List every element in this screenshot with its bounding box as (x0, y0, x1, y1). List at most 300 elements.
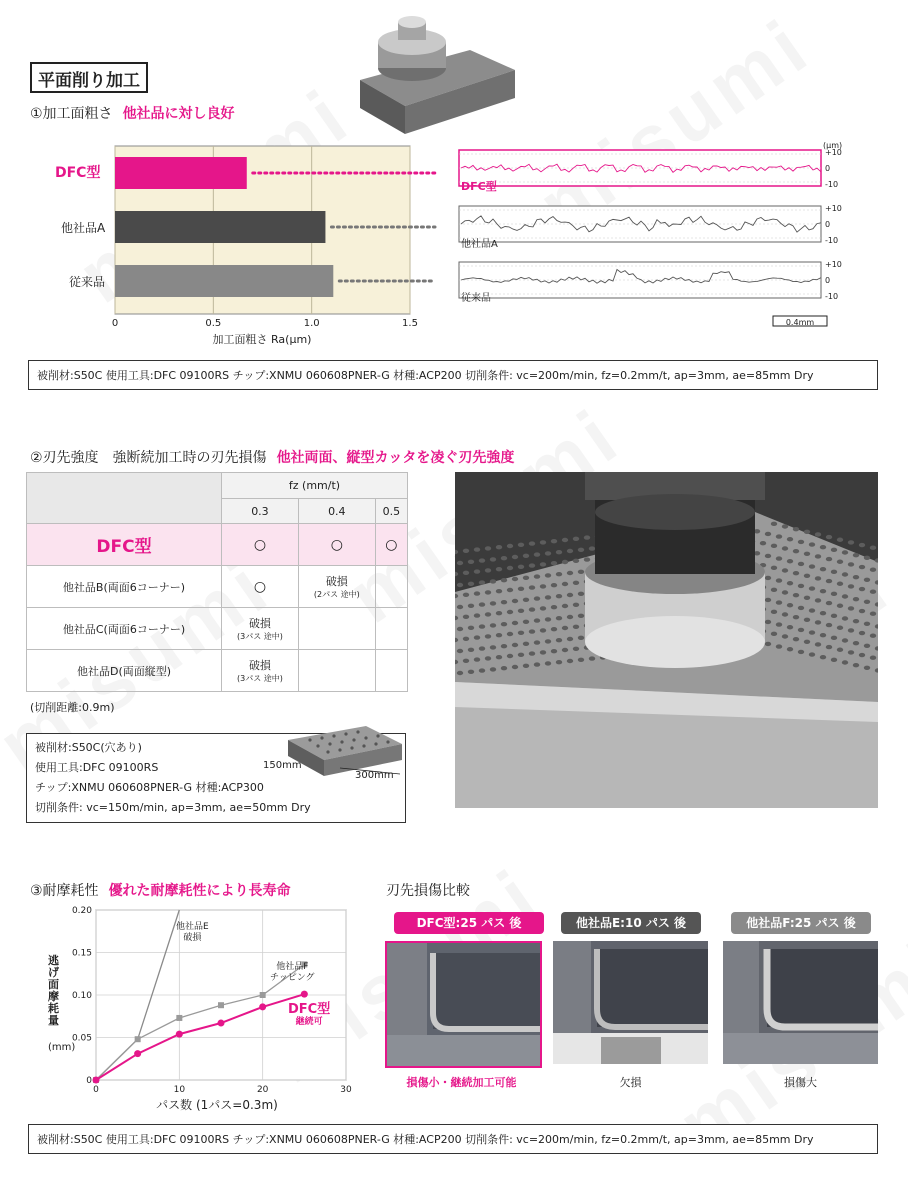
workpiece-hole (529, 607, 535, 611)
workpiece-hole (765, 532, 771, 536)
workpiece-hole (457, 605, 463, 609)
cell-note: (3パス 途中) (237, 674, 283, 683)
workpiece-hole (584, 535, 590, 539)
workpiece-hole (496, 633, 502, 637)
profile-tick: +10 (825, 204, 842, 213)
workpiece-hole (485, 634, 491, 638)
y-tick-label: 0.05 (71, 1033, 92, 1044)
workpiece-hole (562, 604, 568, 608)
workpiece-hole (562, 648, 568, 652)
workpiece-hole (573, 647, 579, 651)
workpiece-hole (485, 656, 491, 660)
workpiece-hole (534, 618, 540, 622)
workpiece-hole (815, 532, 821, 536)
cell (298, 608, 375, 650)
workpiece-hole (578, 658, 584, 662)
workpiece-hole (842, 572, 848, 576)
workpiece-hole (842, 660, 848, 664)
workpiece-hole (523, 642, 529, 646)
cell-result: 破損 (248, 617, 271, 630)
workpiece-hole (567, 549, 573, 553)
data-point (260, 992, 266, 998)
workpiece-hole (782, 612, 788, 616)
workpiece-hole (859, 609, 865, 613)
workpiece-hole (837, 560, 843, 564)
workpiece-hole (820, 545, 826, 549)
data-point (218, 1020, 225, 1027)
workpiece-hole (859, 587, 865, 591)
workpiece-hole (573, 581, 579, 585)
workpiece-hole (485, 546, 491, 550)
profile-tick: +10 (825, 260, 842, 269)
workpiece-hole (501, 622, 507, 626)
profile-label: DFC型 (461, 180, 497, 193)
workpiece-hole (837, 582, 843, 586)
workpiece-hole (496, 589, 502, 593)
workpiece-hole (474, 657, 480, 661)
workpiece-hole (545, 595, 551, 599)
workpiece-hole (848, 584, 854, 588)
workpiece-hole (859, 565, 865, 569)
workpiece-hole (490, 623, 496, 627)
workpiece-hole (512, 621, 518, 625)
x-axis-label: 加工面粗さ Ra(μm) (212, 333, 312, 346)
data-point (218, 1002, 224, 1008)
workpiece-hole (474, 547, 480, 551)
workpiece-hole (474, 591, 480, 595)
workpiece-hole (864, 666, 870, 670)
workpiece-hole (567, 571, 573, 575)
workpiece-hole (507, 632, 513, 636)
workpiece-hole (793, 615, 799, 619)
workpiece-hole (848, 540, 854, 544)
workpiece-hole (771, 522, 777, 526)
workpiece-hole (826, 601, 832, 605)
workpiece-hole (820, 589, 826, 593)
workpiece-hole (589, 656, 595, 660)
workpiece-hole (479, 558, 485, 562)
feed-header: fz (mm/t) (222, 473, 408, 499)
workpiece-hole (457, 671, 463, 675)
workpiece-hole (545, 573, 551, 577)
workpiece-hole (529, 629, 535, 633)
workpiece-hole (540, 606, 546, 610)
workpiece-hole (837, 626, 843, 630)
section2-subtitle (30, 447, 514, 467)
workpiece-hole (518, 587, 524, 591)
edge-photo (385, 941, 542, 1068)
workpiece-hole (578, 548, 584, 552)
data-point (134, 1050, 141, 1057)
x-tick-label: 1.5 (402, 318, 418, 329)
x-tick-label: 1.0 (303, 318, 320, 329)
workpiece-hole (479, 668, 485, 672)
workpiece-hole (787, 625, 793, 629)
workpiece-hole (826, 579, 832, 583)
workpiece-hole (573, 625, 579, 629)
cell (375, 524, 407, 566)
cell-result: ○ (385, 536, 398, 553)
workpiece-hole (864, 600, 870, 604)
workpiece-hole (765, 642, 771, 646)
cell (222, 650, 299, 692)
workpiece-hole (551, 583, 557, 587)
data-point (176, 1031, 183, 1038)
workpiece-hole (518, 565, 524, 569)
cutting-distance: (切削距離:0.9m) (30, 701, 115, 714)
feed-2: 0.5 (375, 499, 407, 524)
workpiece-hole (518, 609, 524, 613)
workpiece-hole (782, 524, 788, 528)
conditions-box: 被削材:S50C 使用工具:DFC 09100RS チップ:XNMU 060608PNER-G 材種:ACP200 切削条件: vc=200m/min, fz=0.2mm/t, ap=3mm, ae=85mm Dry (28, 1124, 878, 1154)
workpiece-hole (826, 535, 832, 539)
workpiece-hole (518, 543, 524, 547)
workpiece-hole (776, 622, 782, 626)
workpiece-hole (501, 578, 507, 582)
condition-line: 切削条件: vc=150m/min, ap=3mm, ae=50mm Dry (35, 801, 311, 814)
workpiece-hole (853, 663, 859, 667)
workpiece-hole (485, 612, 491, 616)
workpiece-hole (782, 546, 788, 550)
workpiece-hole (782, 568, 788, 572)
workpiece-hole (496, 567, 502, 571)
profile-tick: -10 (825, 236, 839, 245)
workpiece-hole (842, 616, 848, 620)
header-blank (27, 473, 222, 524)
workpiece-hole (490, 579, 496, 583)
cell (298, 524, 375, 566)
workpiece-hole (479, 580, 485, 584)
workpiece-hole (474, 569, 480, 573)
workpiece-hole (562, 626, 568, 630)
profile-tick: -10 (825, 292, 839, 301)
series-annotation (288, 1003, 330, 1029)
workpiece-hole (804, 574, 810, 578)
workpiece-hole (798, 606, 804, 610)
cell-result: 破損 (325, 575, 348, 588)
workpiece-hole (853, 575, 859, 579)
workpiece-hole (512, 577, 518, 581)
cell (222, 608, 299, 650)
workpiece-hole (540, 584, 546, 588)
workpiece-hole (578, 636, 584, 640)
workpiece-hole (529, 563, 535, 567)
workpiece-hole (809, 608, 815, 612)
workpiece-hole (820, 655, 826, 659)
panel-label: 他社品E:10 パス 後 (561, 912, 701, 934)
subtitle-text: ③耐摩耗性 (30, 883, 99, 899)
y-tick-label: 0.10 (71, 991, 92, 1001)
workpiece-hole (545, 551, 551, 555)
feed-1: 0.4 (298, 499, 375, 524)
y-tick-label: 0.15 (71, 948, 92, 959)
workpiece-hole (463, 571, 469, 575)
workpiece-hole (798, 562, 804, 566)
workpiece-hole (468, 582, 474, 586)
workpiece-hole (782, 590, 788, 594)
cell (298, 650, 375, 692)
workpiece-hole (501, 666, 507, 670)
dimension-width: 150mm (263, 760, 302, 771)
workpiece-hole (463, 637, 469, 641)
cell (298, 566, 375, 608)
workpiece-hole (831, 548, 837, 552)
scale-label: 0.4mm (785, 318, 815, 327)
series-annotation (270, 962, 315, 984)
workpiece-hole (820, 611, 826, 615)
workpiece-hole (540, 650, 546, 654)
workpiece-hole (864, 644, 870, 648)
subtitle-highlight: 優れた耐摩耗性により長寿命 (108, 883, 291, 899)
workpiece-hole (820, 567, 826, 571)
compare-title: 刃先損傷比較 (386, 883, 470, 899)
workpiece-hole (567, 637, 573, 641)
x-tick-label: 30 (340, 1085, 352, 1095)
series-note: 破損 (183, 933, 202, 943)
x-tick-label: 0.5 (205, 318, 222, 329)
data-point (259, 1003, 266, 1010)
workpiece-hole (485, 568, 491, 572)
row-name: 他社品B(両面6コーナー) (27, 566, 222, 608)
cell-note: (3パス 途中) (237, 632, 283, 641)
workpiece-hole (512, 555, 518, 559)
workpiece-hole (765, 554, 771, 558)
workpiece-hole (534, 552, 540, 556)
conditions-box: 被削材:S50C 使用工具:DFC 09100RS チップ:XNMU 060608PNER-G 材種:ACP200 切削条件: vc=200m/min, fz=0.2mm/t, ap=3mm, ae=85mm Dry (28, 360, 878, 390)
workpiece-hole (551, 649, 557, 653)
workpiece-hole (523, 598, 529, 602)
workpiece-hole (468, 626, 474, 630)
workpiece-hole (501, 644, 507, 648)
workpiece-hole (831, 636, 837, 640)
profile-tick: -10 (825, 180, 839, 189)
workpiece-hole (479, 602, 485, 606)
cell (375, 650, 407, 692)
workpiece-hole (831, 570, 837, 574)
workpiece-hole (798, 650, 804, 654)
workpiece-hole (765, 620, 771, 624)
workpiece-hole (540, 540, 546, 544)
machining-photo (455, 472, 878, 808)
category-label: 従来品 (69, 275, 106, 289)
workpiece-hole (507, 610, 513, 614)
workpiece-hole (540, 562, 546, 566)
workpiece-hole (518, 653, 524, 657)
profile-unit: (μm) (823, 141, 843, 150)
workpiece-hole (468, 670, 474, 674)
data-point (135, 1036, 141, 1042)
workpiece-hole (793, 527, 799, 531)
workpiece-hole (798, 628, 804, 632)
workpiece-hole (518, 631, 524, 635)
workpiece-hole (787, 647, 793, 651)
workpiece-hole (501, 556, 507, 560)
profile-label: 他社品A (461, 239, 498, 250)
workpiece-hole (578, 570, 584, 574)
workpiece-hole (804, 552, 810, 556)
workpiece-hole (551, 627, 557, 631)
data-point (176, 1015, 182, 1021)
workpiece-hole (831, 658, 837, 662)
workpiece-hole (512, 643, 518, 647)
workpiece-hole (826, 557, 832, 561)
x-tick-label: 0 (111, 318, 119, 329)
series-note: 継続可 (295, 1017, 323, 1027)
workpiece-hole (490, 645, 496, 649)
workpiece-hole (771, 588, 777, 592)
workpiece-hole (534, 640, 540, 644)
workpiece-hole (815, 554, 821, 558)
workpiece-hole (765, 576, 771, 580)
workpiece-hole (760, 541, 766, 545)
workpiece-hole (864, 556, 870, 560)
workpiece-hole (463, 659, 469, 663)
workpiece-hole (853, 619, 859, 623)
workpiece-hole (507, 654, 513, 658)
bar (115, 211, 325, 243)
workpiece-hole (468, 648, 474, 652)
y-axis-unit: (mm) (48, 1042, 76, 1053)
row-name: 他社品D(両面縦型) (27, 650, 222, 692)
workpiece-hole (765, 598, 771, 602)
workpiece-hole (831, 614, 837, 618)
strength-table (26, 472, 408, 692)
workpiece-hole (804, 618, 810, 622)
workpiece-hole (848, 562, 854, 566)
workpiece-hole (870, 590, 876, 594)
workpiece-hole (457, 561, 463, 565)
workpiece-hole (534, 574, 540, 578)
workpiece-hole (485, 590, 491, 594)
workpiece-hole (556, 616, 562, 620)
workpiece-hole (529, 585, 535, 589)
subtitle-highlight: 他社品に対し良好 (122, 106, 235, 122)
x-tick-label: 10 (173, 1085, 186, 1095)
workpiece-hole (870, 612, 876, 616)
cell-result: 破損 (248, 659, 271, 672)
panel-caption: 損傷小・継続加工可能 (406, 1076, 517, 1089)
workpiece-hole (545, 639, 551, 643)
workpiece-hole (859, 653, 865, 657)
workpiece-hole (573, 537, 579, 541)
workpiece-hole (776, 600, 782, 604)
cell-result: ○ (330, 536, 343, 553)
workpiece-hole (870, 546, 876, 550)
x-tick-label: 0 (93, 1085, 99, 1095)
workpiece-hole (859, 543, 865, 547)
workpiece-hole (853, 553, 859, 557)
condition-line: 使用工具:DFC 09100RS (35, 761, 159, 774)
workpiece-hole (859, 631, 865, 635)
workpiece-hole (804, 640, 810, 644)
workpiece-hole (507, 566, 513, 570)
workpiece-hole (787, 603, 793, 607)
workpiece-hole (523, 554, 529, 558)
workpiece-hole (578, 592, 584, 596)
workpiece-hole (556, 594, 562, 598)
workpiece-hole (776, 556, 782, 560)
workpiece-hole (463, 549, 469, 553)
data-point (301, 991, 308, 998)
workpiece-hole (573, 559, 579, 563)
workpiece-hole (837, 604, 843, 608)
workpiece-hole (815, 620, 821, 624)
x-axis-label: パス数 (1パス=0.3m) (156, 1098, 278, 1112)
workpiece-hole (826, 645, 832, 649)
workpiece-hole (864, 578, 870, 582)
workpiece-hole (545, 617, 551, 621)
workpiece-hole (551, 605, 557, 609)
bar (115, 265, 333, 297)
workpiece-hole (540, 628, 546, 632)
workpiece-hole (474, 635, 480, 639)
row-name: DFC型 (27, 524, 222, 566)
workpiece-hole (534, 596, 540, 600)
subtitle-highlight: 他社両面、縦型カッタを凌ぐ刃先強度 (276, 450, 515, 466)
workpiece-hole (820, 633, 826, 637)
workpiece-hole (870, 634, 876, 638)
category-label: DFC型 (55, 165, 101, 181)
workpiece-hole (457, 649, 463, 653)
workpiece-hole (468, 604, 474, 608)
panel-label: 他社品F:25 パス 後 (731, 912, 871, 934)
workpiece-hole (776, 644, 782, 648)
tool-illustration (350, 8, 520, 136)
subtitle-text: ②刃先強度 強断続加工時の刃先損傷 (30, 450, 267, 466)
cell (375, 608, 407, 650)
workpiece-hole (826, 623, 832, 627)
edge-photo (553, 941, 708, 1064)
feed-0: 0.3 (222, 499, 299, 524)
workpiece-hole (853, 641, 859, 645)
workpiece-hole (771, 566, 777, 570)
workpiece-hole (562, 538, 568, 542)
workpiece-hole (787, 581, 793, 585)
workpiece-hole (776, 534, 782, 538)
y-tick-label: 0 (86, 1076, 92, 1086)
series-annotation (176, 922, 209, 944)
workpiece-hole (490, 601, 496, 605)
workpiece-hole (523, 664, 529, 668)
y-tick-label: 0.20 (71, 906, 92, 916)
workpiece-hole (837, 648, 843, 652)
category-label: 他社品A (61, 221, 106, 235)
profile-tick: 0 (825, 164, 831, 173)
workpiece-hole (842, 638, 848, 642)
workpiece-hole (545, 661, 551, 665)
workpiece-hole (787, 537, 793, 541)
data-point (93, 1077, 100, 1084)
workpiece-hole (573, 603, 579, 607)
workpiece-hole (496, 655, 502, 659)
workpiece-hole (804, 596, 810, 600)
panel-caption: 損傷大 (784, 1076, 817, 1089)
workpiece-hole (463, 615, 469, 619)
workpiece-hole (463, 593, 469, 597)
workpiece-hole (793, 571, 799, 575)
condition-line: チップ:XNMU 060608PNER-G 材種:ACP300 (35, 781, 264, 794)
profile-label: 従来品 (461, 293, 491, 304)
bar (115, 157, 247, 189)
workpiece-hole (793, 549, 799, 553)
workpiece-hole (468, 560, 474, 564)
profile-tick: 0 (825, 220, 831, 229)
workpiece-hole (562, 560, 568, 564)
edge-photo (723, 941, 878, 1064)
workpiece-hole (501, 600, 507, 604)
workpiece-hole (496, 611, 502, 615)
workpiece-hole (793, 593, 799, 597)
